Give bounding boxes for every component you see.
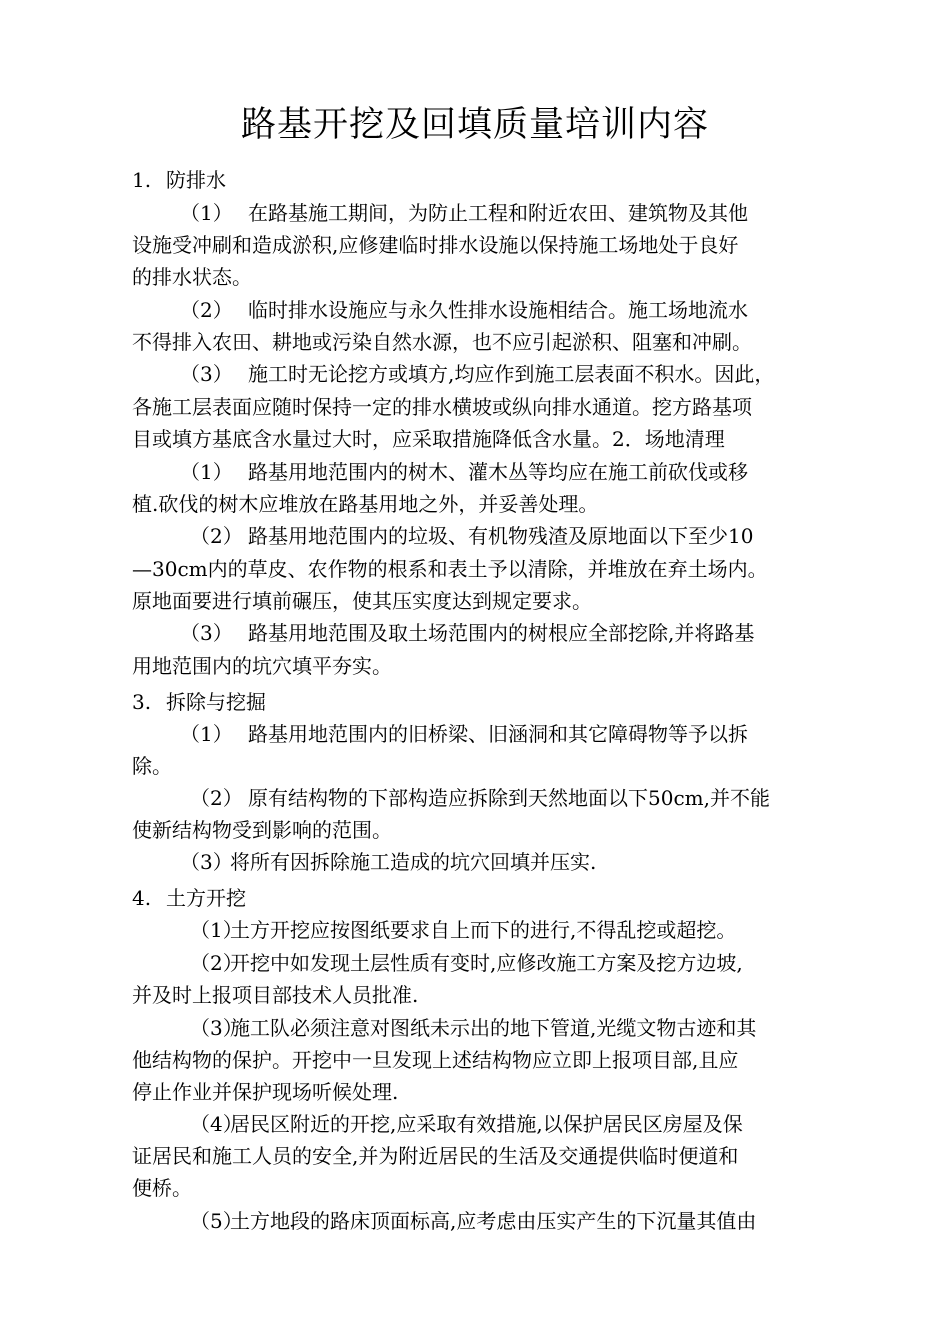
paragraph-line bbox=[180, 617, 754, 649]
line-text: 路基用地范围内的树木、灌木丛等均应在施工前砍伐或移 bbox=[248, 460, 748, 484]
item-number: （5） bbox=[190, 1209, 243, 1233]
paragraph-line bbox=[190, 1108, 743, 1140]
section-title: 土方开挖 bbox=[166, 886, 246, 910]
paragraph-line bbox=[180, 718, 748, 750]
item-number: （2） bbox=[190, 951, 243, 975]
line-text: 植.砍伐的树木应堆放在路基用地之外，并妥善处理。 bbox=[132, 492, 599, 516]
line-text: 并及时上报项目部技术人员批准. bbox=[132, 983, 419, 1007]
paragraph-line bbox=[180, 294, 748, 326]
line-text: 土方开挖应按图纸要求自上而下的进行,不得乱挖或超挖。 bbox=[230, 918, 737, 942]
item-number: （3） bbox=[190, 1016, 243, 1040]
paragraph-line bbox=[132, 391, 752, 423]
item-number: （4） bbox=[190, 1112, 243, 1136]
paragraph-line bbox=[132, 423, 725, 455]
line-text: 停止作业并保护现场听候处理. bbox=[132, 1080, 399, 1104]
line-text: 目或填方基底含水量过大时，应采取措施降低含水量。2．场地清理 bbox=[132, 427, 725, 451]
line-text: 将所有因拆除施工造成的坑穴回填并压实. bbox=[230, 850, 597, 874]
section-number: 1. bbox=[132, 168, 152, 192]
item-number: （3） bbox=[180, 850, 233, 874]
paragraph-line bbox=[132, 261, 252, 293]
paragraph-line bbox=[190, 1012, 756, 1044]
line-text: 路基用地范围内的旧桥梁、旧涵洞和其它障碍物等予以拆 bbox=[248, 722, 748, 746]
paragraph-line bbox=[132, 650, 392, 682]
paragraph-line bbox=[132, 229, 738, 261]
item-number: （2） bbox=[190, 786, 243, 810]
item-number: （1） bbox=[180, 722, 233, 746]
line-text: 原有结构物的下部构造应拆除到天然地面以下50cm,并不能 bbox=[248, 786, 770, 810]
paragraph-line bbox=[132, 814, 392, 846]
line-text: 施工时无论挖方或填方,均应作到施工层表面不积水。因此， bbox=[248, 362, 775, 386]
section-number: 4. bbox=[132, 886, 152, 910]
line-text: 居民区附近的开挖,应采取有效措施,以保护居民区房屋及保 bbox=[230, 1112, 743, 1136]
line-text: 使新结构物受到影响的范围。 bbox=[132, 818, 392, 842]
paragraph-line bbox=[190, 520, 753, 552]
line-text: 证居民和施工人员的安全,并为附近居民的生活及交通提供临时便道和 bbox=[132, 1144, 739, 1168]
paragraph-line bbox=[132, 488, 598, 520]
line-text: 他结构物的保护。开挖中一旦发现上述结构物应立即上报项目部,且应 bbox=[132, 1048, 739, 1072]
paragraph-line bbox=[132, 585, 592, 617]
paragraph-line bbox=[180, 846, 596, 878]
paragraph-line bbox=[132, 326, 752, 358]
line-text: 用地范围内的坑穴填平夯实。 bbox=[132, 654, 392, 678]
paragraph-line bbox=[190, 1205, 756, 1237]
line-text: 原地面要进行填前碾压，使其压实度达到规定要求。 bbox=[132, 589, 592, 613]
line-text: 施工队必须注意对图纸未示出的地下管道,光缆文物古迹和其 bbox=[230, 1016, 757, 1040]
line-text: 的排水状态。 bbox=[132, 265, 252, 289]
section-title: 防排水 bbox=[166, 168, 226, 192]
item-number: （3） bbox=[180, 362, 233, 386]
line-text: 路基用地范围及取土场范围内的树根应全部挖除,并将路基 bbox=[248, 621, 755, 645]
item-number: （1） bbox=[180, 460, 233, 484]
paragraph-line bbox=[132, 1076, 398, 1108]
section-heading bbox=[132, 686, 266, 718]
paragraph-line bbox=[190, 947, 743, 979]
line-text: 路基用地范围内的垃圾、有机物残渣及原地面以下至少10 bbox=[248, 524, 754, 548]
paragraph-line bbox=[132, 1140, 738, 1172]
line-text: 各施工层表面应随时保持一定的排水横坡或纵向排水通道。挖方路基项 bbox=[132, 395, 752, 419]
paragraph-line bbox=[132, 1172, 192, 1204]
paragraph-line bbox=[180, 197, 748, 229]
line-text: 土方地段的路床顶面标高,应考虑由压实产生的下沉量其值由 bbox=[230, 1209, 757, 1233]
paragraph-line bbox=[180, 456, 748, 488]
item-number: （3） bbox=[180, 621, 233, 645]
section-heading bbox=[132, 882, 246, 914]
section-heading bbox=[132, 164, 226, 196]
item-number: （2） bbox=[180, 298, 233, 322]
line-text: 除。 bbox=[132, 754, 172, 778]
item-number: （2） bbox=[190, 524, 243, 548]
item-number: （1） bbox=[180, 201, 233, 225]
paragraph-line bbox=[132, 750, 172, 782]
line-text: 不得排入农田、耕地或污染自然水源，也不应引起淤积、阻塞和冲刷。 bbox=[132, 330, 752, 354]
paragraph-line bbox=[190, 782, 770, 814]
paragraph-line bbox=[190, 914, 736, 946]
line-text: 便桥。 bbox=[132, 1176, 192, 1200]
section-title: 拆除与挖掘 bbox=[166, 690, 266, 714]
item-number: （1） bbox=[190, 918, 243, 942]
line-text: 开挖中如发现土层性质有变时,应修改施工方案及挖方边坡, bbox=[230, 951, 743, 975]
document-title: 路基开挖及回填质量培训内容 bbox=[240, 105, 709, 145]
paragraph-line bbox=[132, 1044, 738, 1076]
paragraph-line bbox=[132, 553, 768, 585]
line-text: 临时排水设施应与永久性排水设施相结合。施工场地流水 bbox=[248, 298, 748, 322]
line-text: 设施受冲刷和造成淤积,应修建临时排水设施以保持施工场地处于良好 bbox=[132, 233, 739, 257]
line-text: 在路基施工期间，为防止工程和附近农田、建筑物及其他 bbox=[248, 201, 748, 225]
line-text: —30cm内的草皮、农作物的根系和表土予以清除，并堆放在弃土场内。 bbox=[132, 557, 768, 581]
section-number: 3. bbox=[132, 690, 152, 714]
paragraph-line bbox=[132, 979, 418, 1011]
paragraph-line bbox=[180, 358, 774, 390]
